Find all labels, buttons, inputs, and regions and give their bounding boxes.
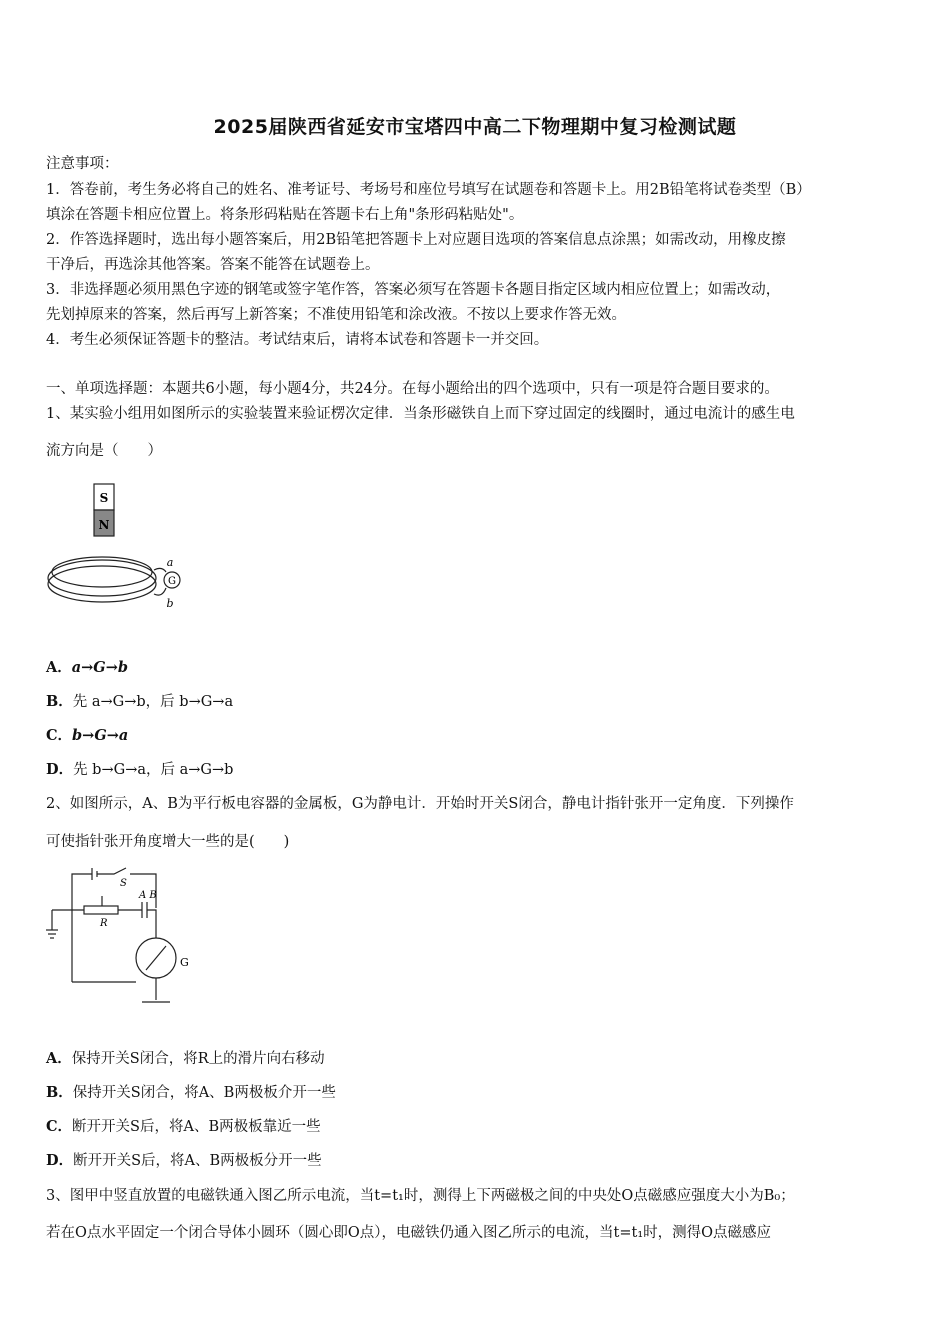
q1-option-b[interactable]: B．先 a→G→b，后 b→G→a [46,693,234,710]
label-n: N [98,518,110,532]
q1-stem-cont: 流方向是（ ） [46,443,162,459]
label-b: b [166,597,174,610]
q2-stem-cont: 可使指针张开角度增大一些的是( ) [46,834,290,850]
section-heading: 一、单项选择题：本题共6小题，每小题4分，共24分。在每小题给出的四个选项中，只有一项是符合题目要求的。 [46,381,779,397]
electroscope-needle [146,946,166,970]
rheostat-icon [84,906,118,914]
label-g: G [168,576,176,587]
q2-option-a[interactable]: A．保持开关S闭合，将R上的滑片向右移动 [46,1050,325,1067]
label-g: G [180,956,189,969]
q1-option-d[interactable]: D．先 b→G→a，后 a→G→b [46,761,234,778]
q1-option-c[interactable]: C．b→G→a [46,727,129,744]
wire-a [154,568,166,572]
wire-b [154,588,166,595]
notice-line: 干净后，再选涂其他答案。答案不能答在试题卷上。 [46,257,380,273]
page-title: 2025届陕西省延安市宝塔四中高二下物理期中复习检测试题 [213,116,737,138]
q2-option-d[interactable]: D．断开开关S后，将A、B两极板分开一些 [46,1152,322,1169]
label-ab: A B [139,890,157,901]
q3-stem-cont: 若在O点水平固定一个闭合导体小圆环（圆心即O点），电磁铁仍通入图乙所示的电流，当t=t₁时，测得O点磁感应 [46,1225,772,1241]
label-s: S [99,491,109,505]
notice-line: 1．答卷前，考生务必将自己的姓名、准考证号、考场号和座位号填写在试题卷和答题卡上。用2B铅笔将试卷类型（B） [46,182,811,198]
label-s: S [120,878,127,889]
notice-line: 先划掉原来的答案，然后再写上新答案；不准使用铅笔和涂改液。不按以上要求作答无效。 [46,307,626,323]
q1-figure [44,482,194,612]
q3-stem: 3、图甲中竖直放置的电磁铁通入图乙所示电流，当t=t₁时，测得上下两磁极之间的中央处O点磁感应强度大小为B₀； [46,1188,795,1204]
q1-stem: 1、某实验小组用如图所示的实验装置来验证楞次定律．当条形磁铁自上而下穿过固定的线圈时，通过电流计的感生电 [46,406,795,422]
circuit-wire [147,910,156,938]
q2-figure [44,862,204,1012]
q2-stem: 2、如图所示，A、B为平行板电容器的金属板，G为静电计．开始时开关S闭合，静电计指针张开一定角度．下列操作 [46,796,794,812]
coil [48,557,156,602]
notice-heading: 注意事项： [46,156,119,172]
circuit-wire [72,874,92,982]
label-a: a [166,556,174,569]
q2-option-c[interactable]: C．断开开关S后，将A、B两极板靠近一些 [46,1118,321,1135]
q1-option-a[interactable]: A．a→G→b [46,659,128,676]
switch-icon [97,868,126,874]
notice-line: 2．作答选择题时，选出每小题答案后，用2B铅笔把答题卡上对应题目选项的答案信息点涂黑；如需改动，用橡皮擦 [46,232,786,248]
notice-line: 4．考生必须保证答题卡的整洁。考试结束后，请将本试卷和答题卡一并交回。 [46,332,549,348]
notice-line: 3．非选择题必须用黑色字迹的钢笔或签字笔作答，答案必须写在答题卡各题目指定区域内相应位置上；如需改动， [46,282,781,298]
label-r: R [100,918,108,929]
notice-line: 填涂在答题卡相应位置上。将条形码粘贴在答题卡右上角"条形码粘贴处"。 [46,207,524,223]
q2-option-b[interactable]: B．保持开关S闭合，将A、B两极板介开一些 [46,1084,336,1101]
